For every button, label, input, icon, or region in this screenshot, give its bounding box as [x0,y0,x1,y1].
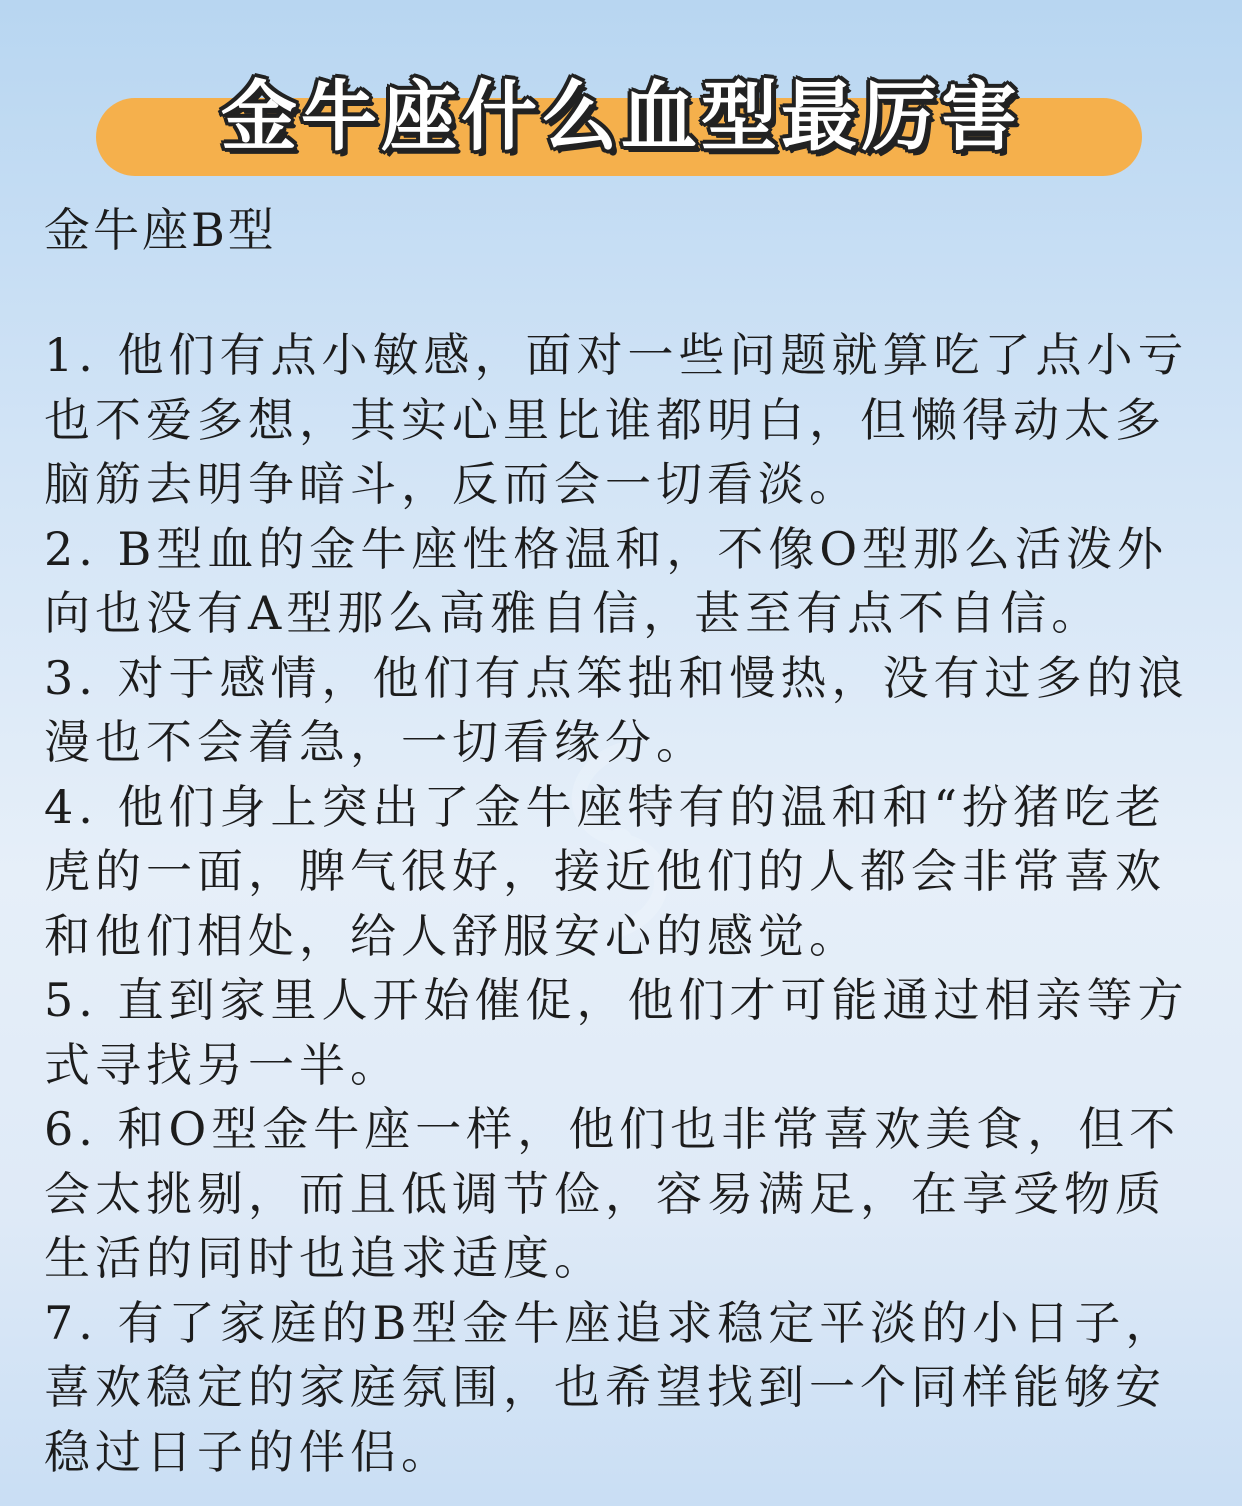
list-item: 1. 他们有点小敏感，面对一些问题就算吃了点小亏也不爱多想，其实心里比谁都明白，但懒得动太多脑筋去明争暗斗，反而会一切看淡。 [44,328,1189,511]
article-body [44,323,1204,1484]
list-item: 4. 他们身上突出了金牛座特有的温和和“扮猪吃老虎的一面，脾气很好，接近他们的人都会非常喜欢和他们相处，给人舒服安心的感觉。 [44,779,1167,963]
list-item: 7. 有了家庭的B型金牛座追求稳定平淡的小日子，喜欢稳定的家庭氛围，也希望找到一个同样能够安稳过日子的伴侣。 [44,1295,1177,1479]
subheading: 金牛座B型 [44,203,277,257]
list-item: 5. 直到家里人开始催促，他们才可能通过相亲等方式寻找另一半。 [44,973,1189,1092]
list-item: 6. 和O型金牛座一样，他们也非常喜欢美食，但不会太挑剔，而且低调节俭，容易满足，在享受物质生活的同时也追求适度。 [44,1102,1181,1285]
list-item: 2. B型血的金牛座性格温和，不像O型那么活泼外向也没有A型那么高雅自信，甚至有点不自信。 [44,521,1169,640]
page-title: 金牛座什么血型最厉害 [221,72,1021,161]
list-item: 3. 对于感情，他们有点笨拙和慢热，没有过多的浪漫也不会着急，一切看缘分。 [44,650,1189,769]
